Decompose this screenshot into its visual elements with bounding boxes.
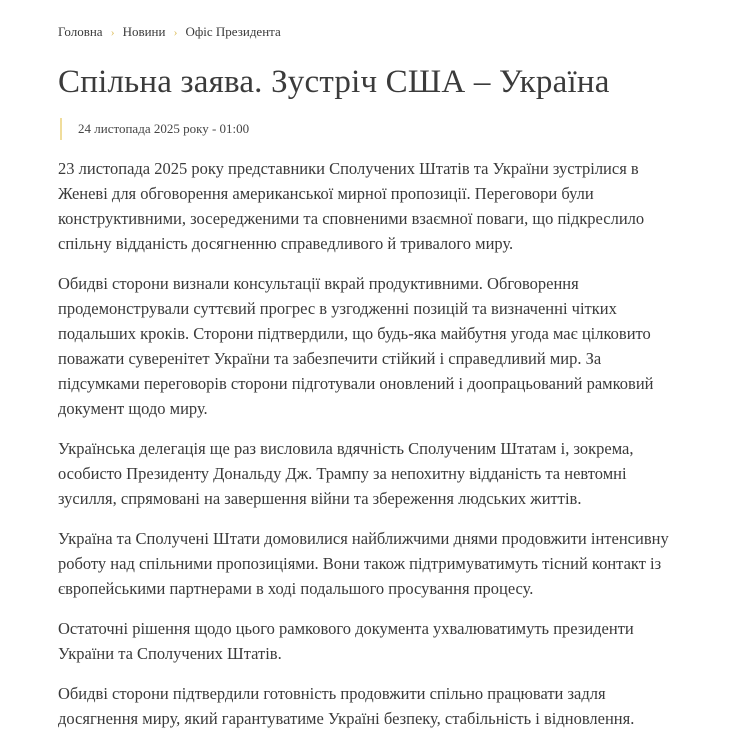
article-paragraph [58, 436, 734, 511]
breadcrumb [58, 24, 281, 40]
paragraph-line: досягнення миру, який гарантуватиме Україні безпеку, стабільність і відновлення. [58, 709, 635, 728]
page-title: Спільна заява. Зустріч США – Україна [58, 64, 610, 100]
paragraph-line: підсумками переговорів сторони підготували оновлений і доопрацьований рамковий [58, 374, 654, 393]
publish-date: 24 листопада 2025 року - 01:00 [60, 118, 249, 140]
paragraph-line: Женеві для обговорення американської мирної пропозиції. Переговори були [58, 184, 594, 203]
paragraph-line: зусилля, спрямовані на завершення війни та збереження людських життів. [58, 489, 582, 508]
paragraph-line: документ щодо миру. [58, 399, 208, 418]
paragraph-line: спільну відданість досягненню справедливого й тривалого миру. [58, 234, 514, 253]
paragraph-line: Обидві сторони підтвердили готовність продовжити спільно працювати задля [58, 684, 606, 703]
paragraph-line: Україна та Сполучені Штати домовилися найближчими днями продовжити інтенсивну [58, 529, 669, 548]
paragraph-line: Обидві сторони визнали консультації вкрай продуктивними. Обговорення [58, 274, 579, 293]
article-paragraph [58, 616, 734, 666]
chevron-right-icon: › [173, 25, 178, 39]
paragraph-line: поважати суверенітет України та забезпечити стійкий і справедливий мир. За [58, 349, 602, 368]
article-paragraph [58, 526, 734, 601]
article-body [58, 156, 734, 746]
breadcrumb-president-office[interactable]: Офіс Президента [185, 24, 281, 39]
paragraph-line: конструктивними, зосередженими та сповненими взаємної поваги, що підкреслило [58, 209, 645, 228]
paragraph-line: особисто Президенту Дональду Дж. Трампу за непохитну відданість та невтомні [58, 464, 627, 483]
breadcrumb-home[interactable]: Головна [58, 24, 103, 39]
paragraph-line: роботу над спільними пропозиціями. Вони також підтримуватимуть тісний контакт із [58, 554, 662, 573]
paragraph-line: України та Сполучених Штатів. [58, 644, 282, 663]
paragraph-line: європейськими партнерами в ході подальшого просування процесу. [58, 579, 534, 598]
article-paragraph [58, 156, 734, 256]
article-paragraph [58, 271, 734, 421]
chevron-right-icon: › [110, 25, 115, 39]
paragraph-line: 23 листопада 2025 року представники Сполучених Штатів та України зустрілися в [58, 159, 639, 178]
paragraph-line: продемонстрували суттєвий прогрес в узгодженні позицій та визначенні чітких [58, 299, 617, 318]
article-paragraph [58, 681, 734, 731]
breadcrumb-news[interactable]: Новини [122, 24, 166, 39]
paragraph-line: Остаточні рішення щодо цього рамкового документа ухвалюватимуть президенти [58, 619, 634, 638]
paragraph-line: подальших кроків. Сторони підтвердили, що будь-яка майбутня угода має цілковито [58, 324, 651, 343]
paragraph-line: Українська делегація ще раз висловила вдячність Сполученим Штатам і, зокрема, [58, 439, 634, 458]
